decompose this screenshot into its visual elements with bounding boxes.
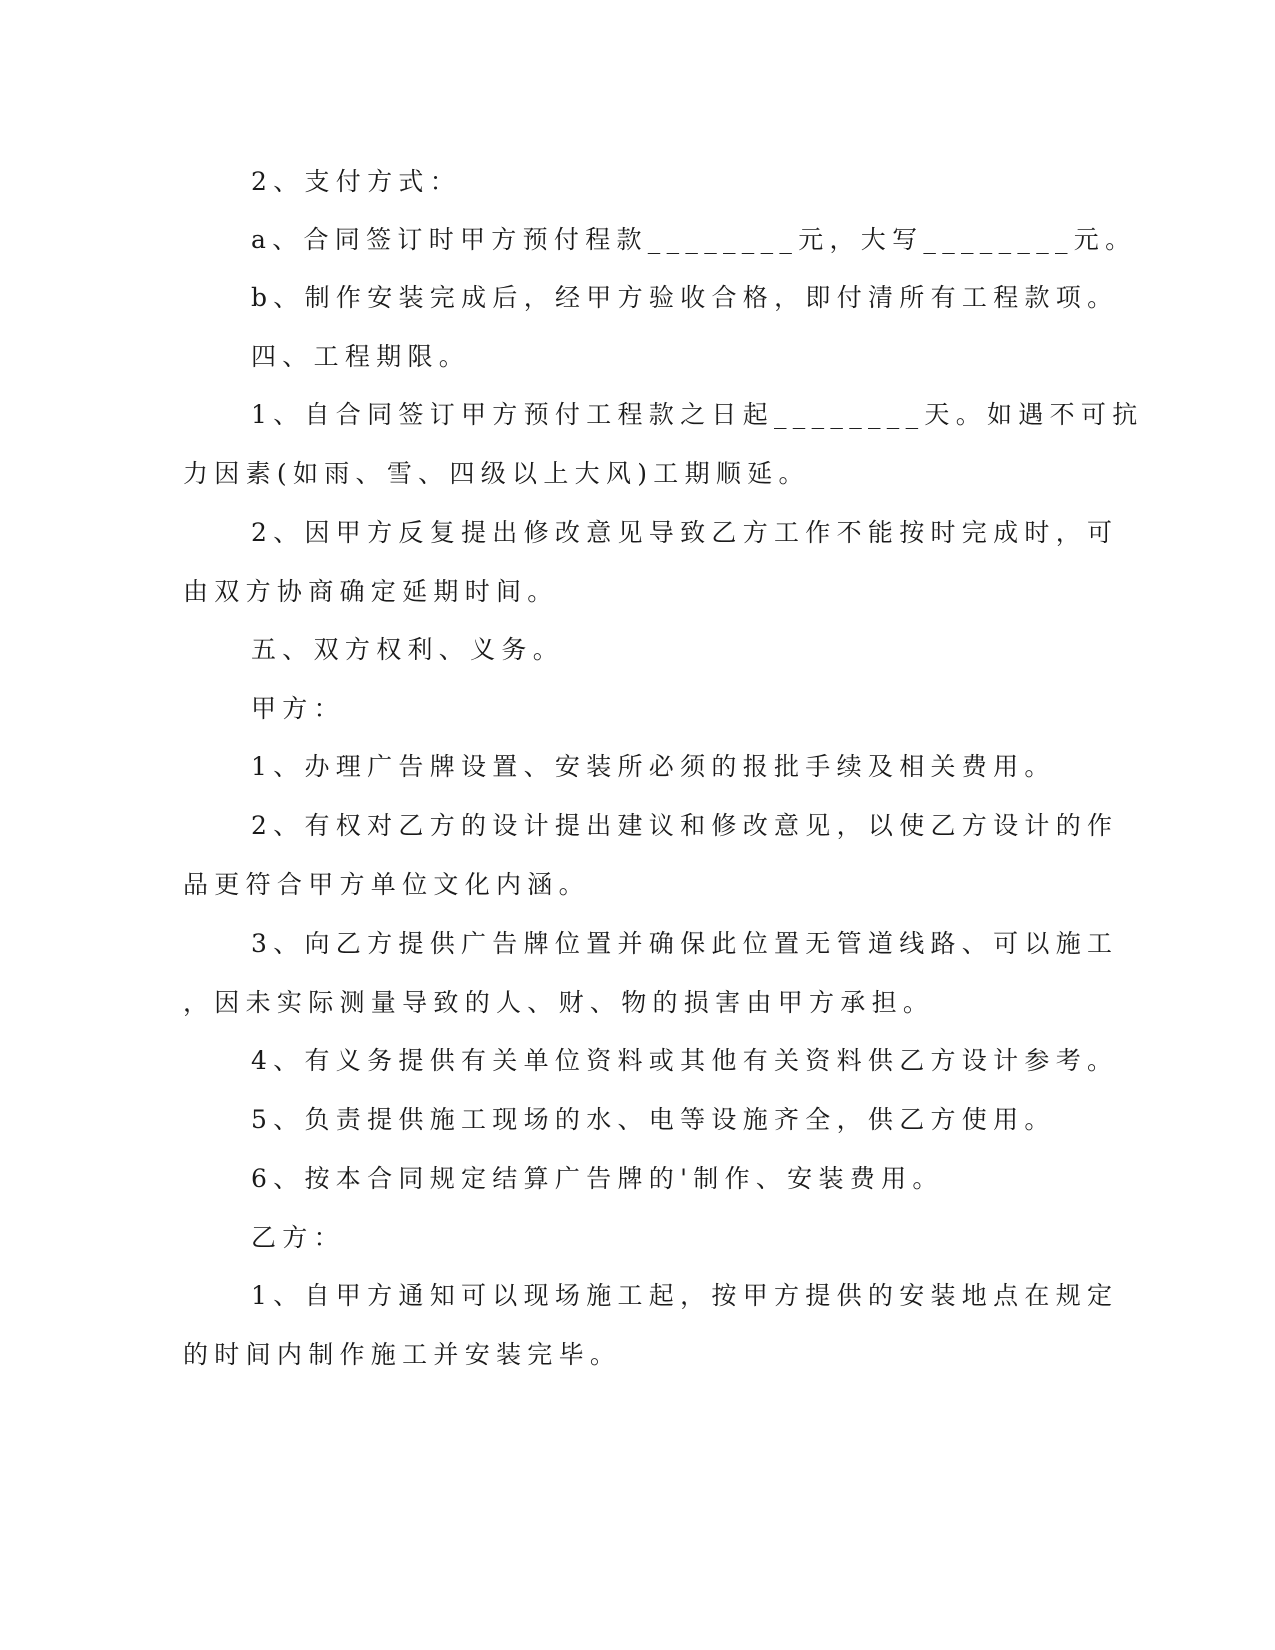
party-a-item-2-line-1: 2、有权对乙方的设计提出建议和修改意见，以使乙方设计的作 [251, 811, 1119, 840]
party-a-item-1: 1、办理广告牌设置、安装所必须的报批手续及相关费用。 [251, 752, 1056, 781]
party-a-item-4: 4、有义务提供有关单位资料或其他有关资料供乙方设计参考。 [251, 1046, 1119, 1075]
party-a-item-2-line-2: 品更符合甲方单位文化内涵。 [183, 870, 590, 899]
term-clause-1-line-2: 力因素(如雨、雪、四级以上大风)工期顺延。 [183, 459, 810, 488]
party-a-heading: 甲方： [251, 694, 345, 723]
party-b-item-1-line-2: 的时间内制作施工并安装完毕。 [183, 1340, 622, 1369]
party-b-item-1-line-1: 1、自甲方通知可以现场施工起，按甲方提供的安装地点在规定 [251, 1281, 1119, 1310]
clause-a-prepayment: a、合同签订时甲方预付程款________元，大写________元。 [251, 225, 1137, 254]
term-clause-1-line-1: 1、自合同签订甲方预付工程款之日起________天。如遇不可抗 [251, 400, 1144, 429]
party-a-item-6: 6、按本合同规定结算广告牌的'制作、安装费用。 [251, 1164, 944, 1193]
clause-b-final-payment: b、制作安装完成后，经甲方验收合格，即付清所有工程款项。 [251, 283, 1119, 312]
term-clause-2-line-1: 2、因甲方反复提出修改意见导致乙方工作不能按时完成时，可 [251, 518, 1119, 547]
party-a-item-5: 5、负责提供施工现场的水、电等设施齐全，供乙方使用。 [251, 1105, 1056, 1134]
party-a-item-3-line-2: ，因未实际测量导致的人、财、物的损害由甲方承担。 [183, 988, 935, 1017]
term-clause-2-line-2: 由双方协商确定延期时间。 [183, 577, 559, 606]
section-5-heading: 五、双方权利、义务。 [251, 635, 565, 664]
payment-method-heading: 2、支付方式： [251, 167, 462, 196]
party-a-item-3-line-1: 3、向乙方提供广告牌位置并确保此位置无管道线路、可以施工 [251, 929, 1119, 958]
section-4-heading: 四、工程期限。 [251, 342, 471, 371]
party-b-heading: 乙方： [251, 1223, 345, 1252]
